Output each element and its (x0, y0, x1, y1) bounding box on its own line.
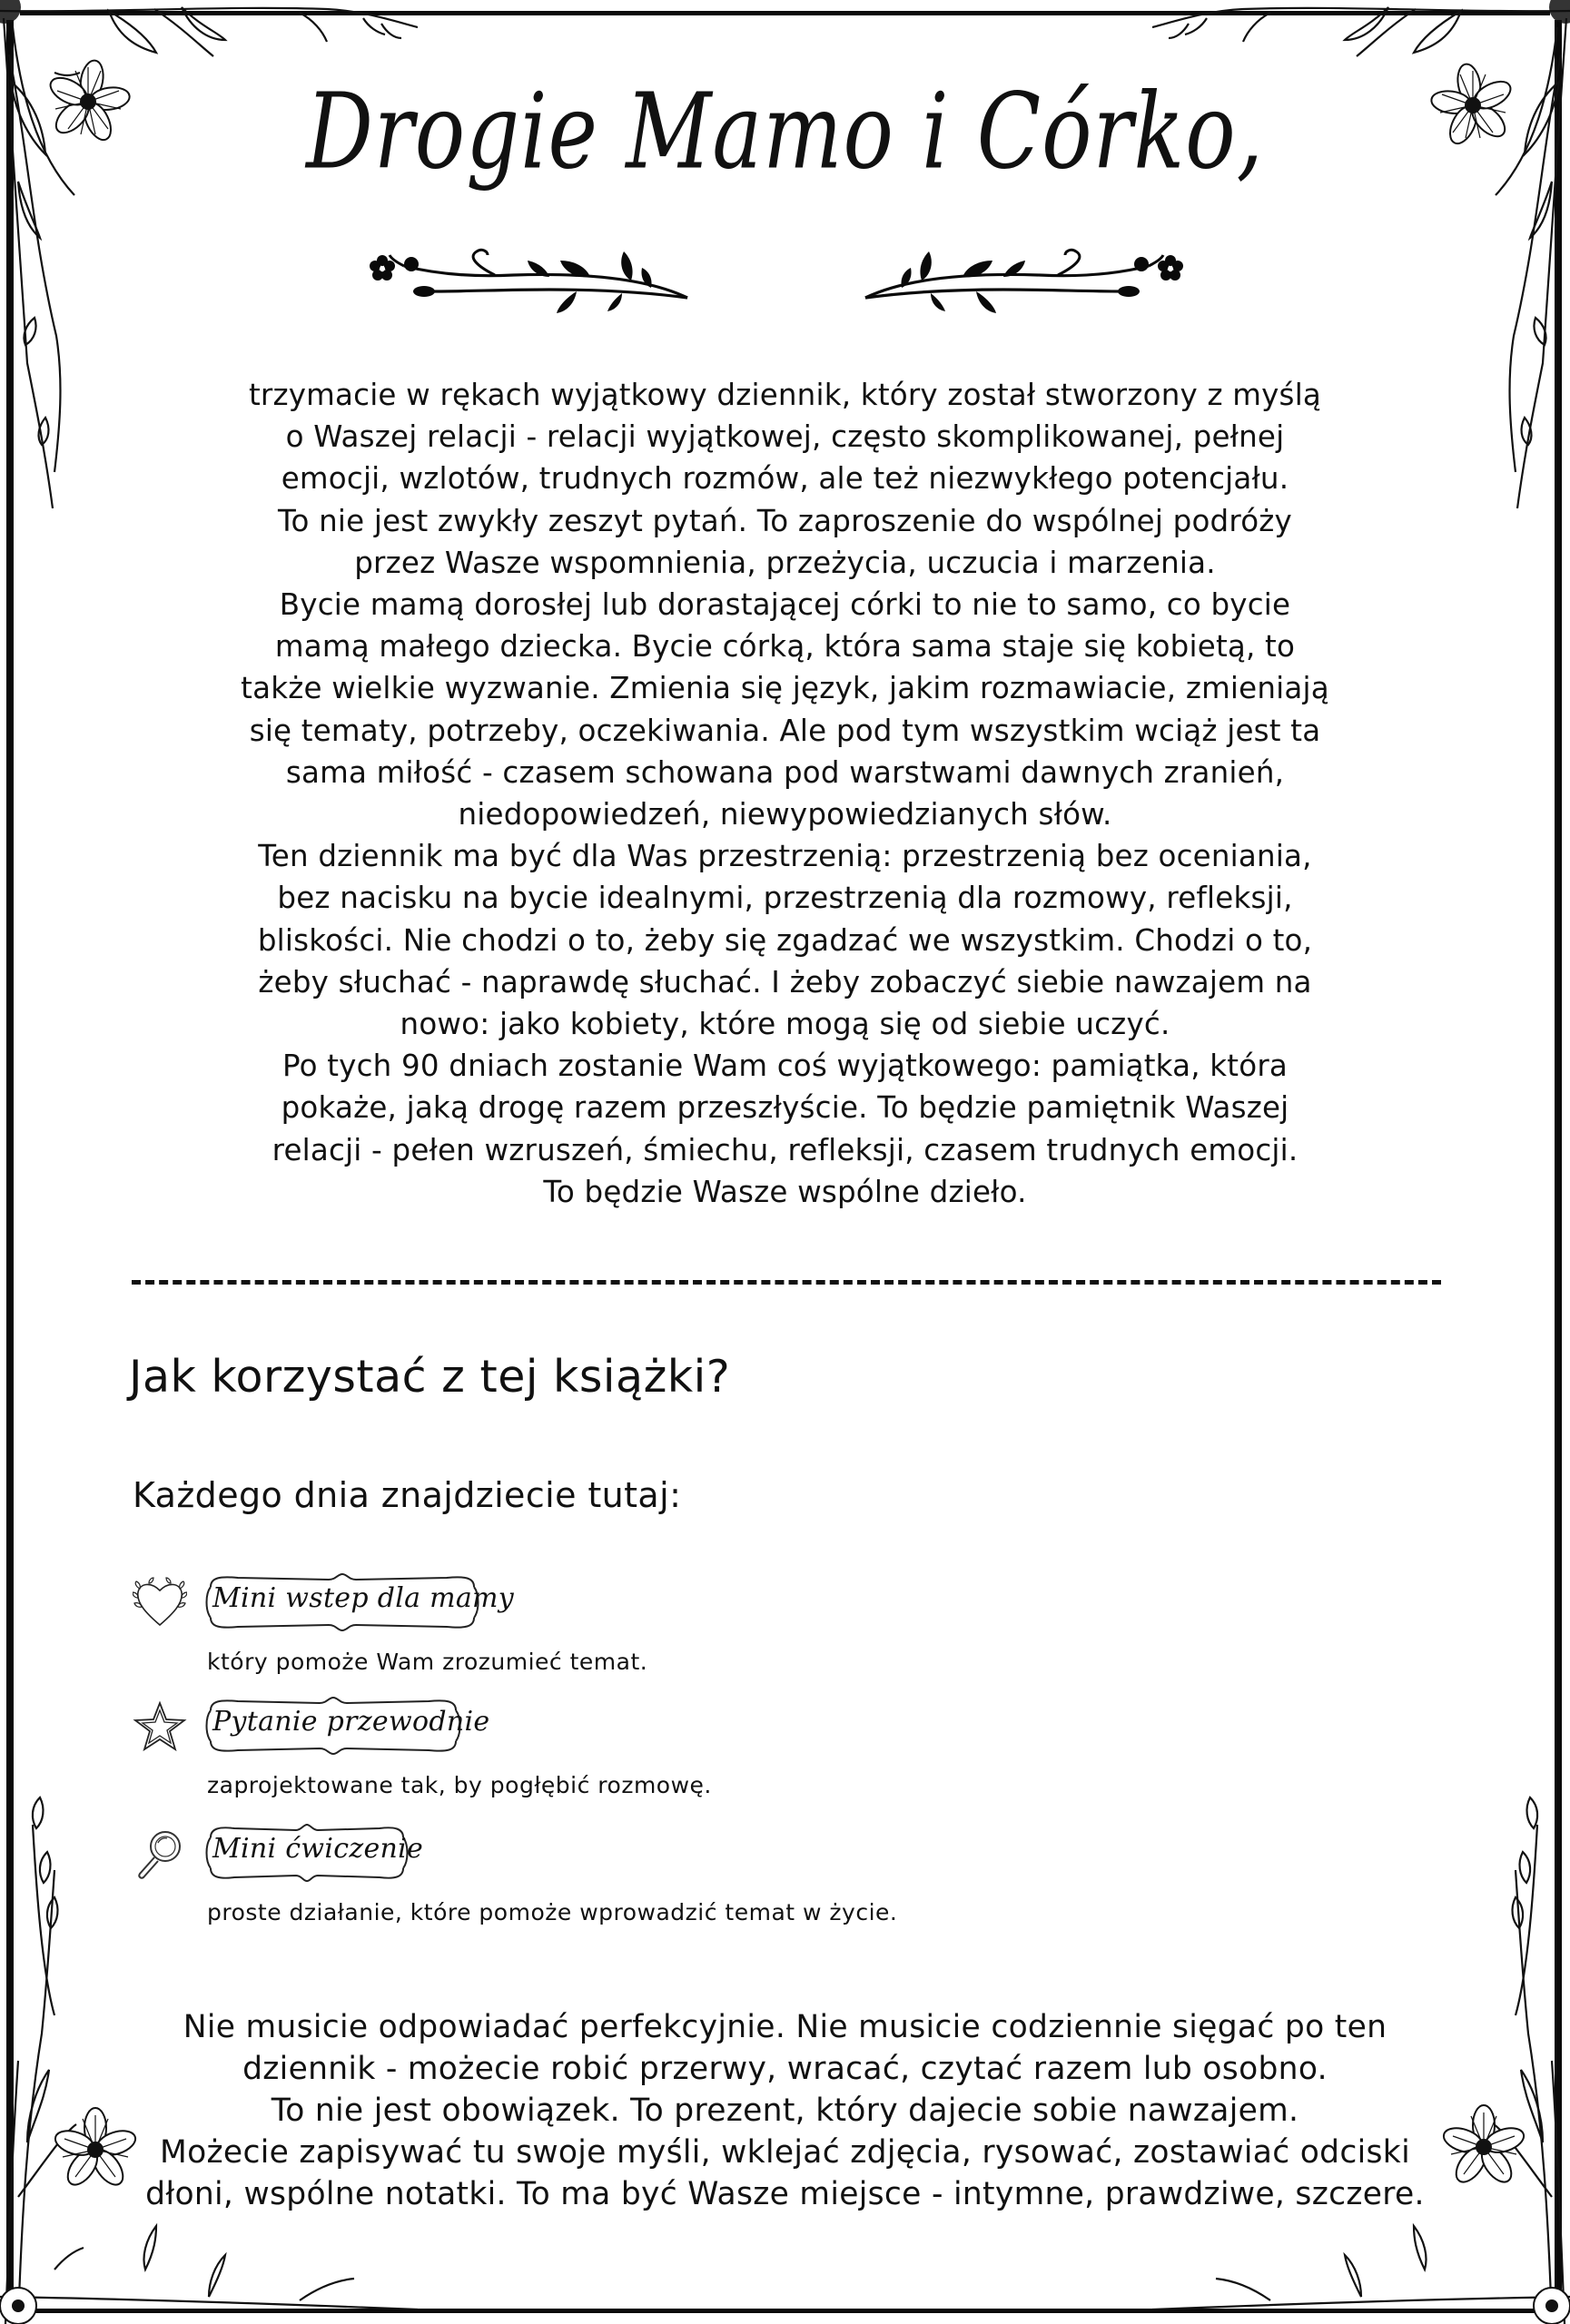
intro-line: Po tych 90 dniach zostanie Wam coś wyjątkowego: pamiątka, która (281, 1049, 1288, 1084)
section-subheading: Każdego dnia znajdziecie tutaj: (133, 1475, 682, 1515)
closing-line: dłoni, wspólne notatki. To ma być Wasze miejsce - intymne, prawdziwe, szczere. (145, 2176, 1425, 2212)
feature-label-frame (202, 1821, 424, 1885)
intro-line: przez Wasze wspomnienia, przeżycia, uczucia i marzenia. (354, 545, 1216, 580)
feature-label-frame (202, 1571, 515, 1634)
closing-paragraph (136, 2006, 1434, 2215)
section-heading: Jak korzystać z tej książki? (129, 1351, 731, 1403)
closing-line: Możecie zapisywać tu swoje myśli, wklejać zdjęcia, rysować, zostawiać odciski (160, 2134, 1410, 2171)
feature-description: proste działanie, które pomoże wprowadzić temat w życie. (207, 1899, 898, 1925)
vine-ornament-icon (368, 239, 1185, 316)
intro-line: sama miłość - czasem schowana pod warstwami dawnych zranień, (285, 754, 1285, 790)
closing-line: Nie musicie odpowiadać perfekcyjnie. Nie musicie codziennie sięgać po ten (183, 2009, 1387, 2045)
intro-line: o Waszej relacji - relacji wyjątkowej, często skomplikowanej, pełnej (285, 419, 1285, 455)
intro-line: także wielkie wyzwanie. Zmienia się język, jakim rozmawiacie, zmieniają (241, 671, 1329, 706)
intro-line: bliskości. Nie chodzi o to, żeby się zgadzać we wszystkim. Chodzi o to, (257, 922, 1313, 958)
feature-description: który pomoże Wam zrozumieć temat. (207, 1649, 648, 1675)
intro-line: To nie jest zwykły zeszyt pytań. To zaproszenie do wspólnej podróży (277, 503, 1292, 538)
star-icon (133, 1699, 187, 1754)
intro-line: Bycie mamą dorosłej lub dorastającej córki to nie to samo, co bycie (279, 587, 1291, 623)
dashed-divider (132, 1280, 1441, 1285)
feature-description: zaprojektowane tak, by pogłębić rozmowę. (207, 1772, 712, 1798)
intro-line: niedopowiedzeń, niewypowiedzianych słów. (458, 797, 1112, 832)
intro-line: żeby słuchać - naprawdę słuchać. I żeby zobaczyć siebie nawzajem na (258, 964, 1312, 1000)
flower-icon (53, 2108, 139, 2190)
intro-line: pokaże, jaką drogę razem przeszłyście. To będzie pamiętnik Waszej (281, 1090, 1289, 1126)
feature-label-frame (202, 1694, 490, 1758)
closing-line: dziennik - możecie robić przerwy, wracać, czytać razem lub osobno. (242, 2051, 1328, 2087)
feature-label: Pytanie przewodnie (212, 1706, 490, 1738)
flower-icon (1441, 2105, 1527, 2187)
intro-line: bez nacisku na bycie idealnymi, przestrzenią dla rozmowy, refleksji, (277, 881, 1293, 916)
intro-line: emocji, wzlotów, trudnych rozmów, ale też niezwykłego potencjału. (281, 461, 1289, 497)
feature-label: Mini wstep dla mamy (212, 1582, 515, 1614)
intro-paragraph (182, 374, 1388, 1213)
intro-line: się tematy, potrzeby, oczekiwania. Ale pod tym wszystkim wciąż jest ta (249, 713, 1321, 748)
closing-line: To nie jest obowiązek. To prezent, który dajecie sobie nawzajem. (271, 2093, 1299, 2129)
magnifier-icon (133, 1827, 187, 1881)
page-title: Drogie Mamo i Córko, (306, 71, 1264, 192)
intro-line: mamą małego dziecka. Bycie córką, która sama staje się kobietą, to (274, 629, 1296, 665)
intro-line: relacji - pełen wzruszeń, śmiechu, refleksji, czasem trudnych emocji. (272, 1132, 1298, 1167)
feature-label: Mini ćwiczenie (212, 1833, 424, 1865)
intro-line: trzymacie w rękach wyjątkowy dziennik, który został stworzony z myślą (248, 378, 1322, 412)
intro-line: Ten dziennik ma być dla Was przestrzenią: przestrzenią bez oceniania, (258, 839, 1312, 874)
heart-wreath-icon (133, 1576, 187, 1630)
intro-line: To będzie Wasze wspólne dzieło. (543, 1174, 1027, 1209)
intro-line: nowo: jako kobiety, które mogą się od siebie uczyć. (400, 1007, 1170, 1042)
